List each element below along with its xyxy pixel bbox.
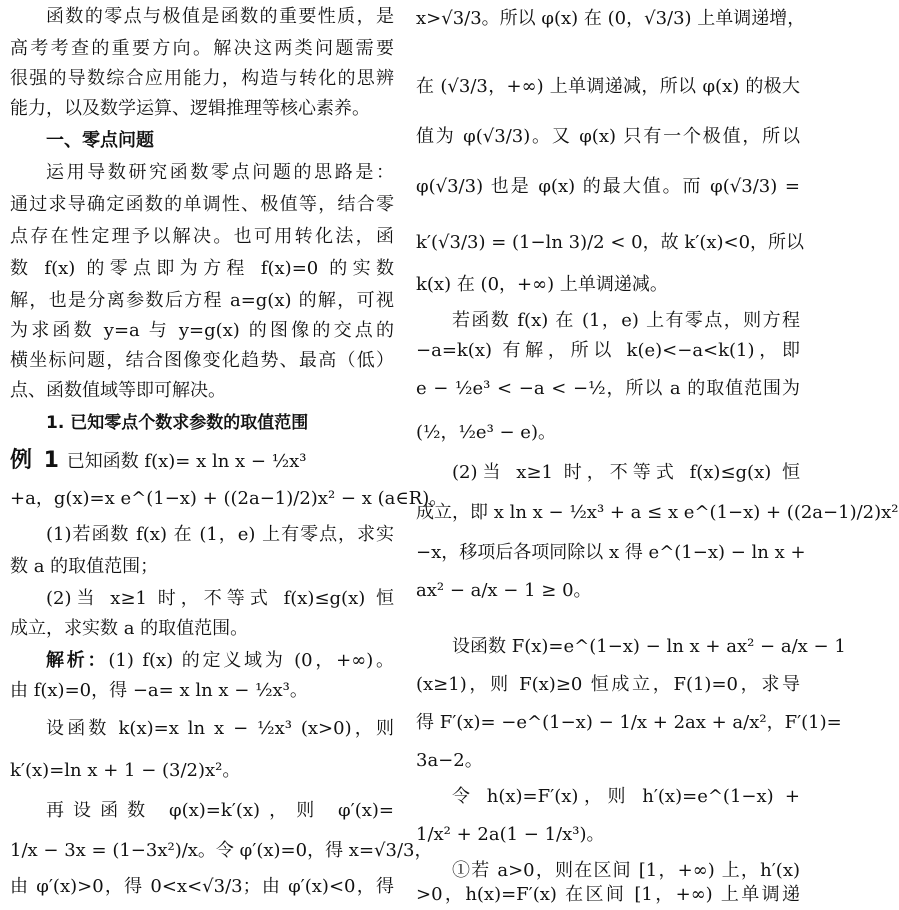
example-label: 例 1 [10,448,61,473]
intro-line: 函数的零点与极值是函数的重要性质，是 [46,6,394,27]
body-line: 解，也是分离参数后方程 a=g(x) 的解，可视 [10,290,394,311]
analysis-line [10,646,394,676]
body-line: 成立，即 x ln x − ½x³ + a ≤ x e^(1−x) + ((2a−1)/2)x² [416,502,899,523]
body-line: ①若 a>0，则在区间 [1，+∞) 上，h′(x) [452,860,800,881]
intro-line: 能力，以及数学运算、逻辑推理等核心素养。 [10,98,370,119]
body-line: 成立，求实数 a 的取值范围。 [10,618,249,639]
body-line: 点存在性定理予以解决。也可用转化法，函 [10,226,394,247]
body-line: −a=k(x) 有解，所以 k(e)<−a<k(1)，即 [416,340,800,361]
subsection-heading: 1. 已知零点个数求参数的取值范围 [46,413,309,433]
body-line: 令 h(x)=F′(x)，则 h′(x)=e^(1−x) + [452,786,800,807]
intro-line: 高考考查的重要方向。解决这两类问题需要 [10,38,394,59]
body-line: 数 f(x) 的零点即为方程 f(x)=0 的实数 [10,258,394,279]
body-line: >0，h(x)=F′(x) 在区间 [1，+∞) 上单调递 [416,884,800,905]
body-line: k′(x)=ln x + 1 − (3/2)x²。 [10,760,241,781]
body-line: 设函数 k(x)=x ln x − ½x³ (x>0)，则 [46,718,394,739]
body-line: 运用导数研究函数零点问题的思路是： [46,162,394,183]
body-line: (2)当 x≥1 时，不等式 f(x)≤g(x) 恒 [452,462,800,483]
body-line: (x≥1)，则 F(x)≥0 恒成立，F(1)=0，求导 [416,674,800,695]
body-line: 1/x − 3x = (1−3x²)/x。令 φ′(x)=0，得 x=√3/3， [10,840,433,861]
body-line: 在 (√3/3，+∞) 上单调递减，所以 φ(x) 的极大 [416,76,800,97]
body-line: 1/x² + 2a(1 − 1/x³)。 [416,824,605,845]
body-line: 得 F′(x)= −e^(1−x) − 1/x + 2ax + a/x²，F′(1)= [416,712,842,733]
body-line: 点、函数值域等即可解决。 [10,380,226,401]
example-text: 已知函数 f(x)= x ln x − ½x³ [66,451,307,472]
body-line: 3a−2。 [416,750,483,771]
section-heading: 一、零点问题 [46,130,154,151]
body-line: φ(√3/3) 也是 φ(x) 的最大值。而 φ(√3/3) = [416,176,800,197]
body-line: 为求函数 y=a 与 y=g(x) 的图像的交点的 [10,320,394,341]
body-line: e − ½e³ < −a < −½，所以 a 的取值范围为 [416,378,800,399]
body-line: ax² − a/x − 1 ≥ 0。 [416,580,592,601]
body-line: (2)当 x≥1 时，不等式 f(x)≤g(x) 恒 [46,588,394,609]
body-line: 再设函数 φ(x)=k′(x)，则 φ′(x)= [46,800,394,821]
body-line: 数 a 的取值范围； [10,556,159,577]
body-line: 设函数 F(x)=e^(1−x) − ln x + ax² − a/x − 1 [452,636,846,657]
body-line: −x，移项后各项同除以 x 得 e^(1−x) − ln x + [416,542,806,563]
body-line: 由 f(x)=0，得 −a= x ln x − ½x³。 [10,680,308,701]
example-line [10,446,394,476]
body-line: 若函数 f(x) 在 (1，e) 上有零点，则方程 [452,310,800,331]
body-line: 值为 φ(√3/3)。又 φ(x) 只有一个极值，所以 [416,126,800,147]
intro-line: 很强的导数综合应用能力，构造与转化的思辨 [10,68,394,89]
body-line: 横坐标问题，结合图像变化趋势、最高（低） [10,350,394,371]
body-line: 通过求导确定函数的单调性、极值等，结合零 [10,194,394,215]
body-line: 由 φ′(x)>0，得 0<x<√3/3；由 φ′(x)<0，得 [10,876,394,897]
body-line: (½，½e³ − e)。 [416,422,556,443]
analysis-label: 解析： [46,650,109,671]
body-line: x>√3/3。所以 φ(x) 在 (0，√3/3) 上单调递增， [416,8,806,29]
body-line: (1)若函数 f(x) 在 (1，e) 上有零点，求实 [46,524,394,545]
analysis-text: (1) f(x) 的定义域为 (0，+∞)。 [108,650,395,671]
body-line: k(x) 在 (0，+∞) 上单调递减。 [416,274,668,295]
body-line: +a，g(x)=x e^(1−x) + ((2a−1)/2)x² − x (a∈R)。 [10,488,448,509]
body-line: k′(√3/3) = (1−ln 3)/2 < 0，故 k′(x)<0，所以 [416,232,805,253]
